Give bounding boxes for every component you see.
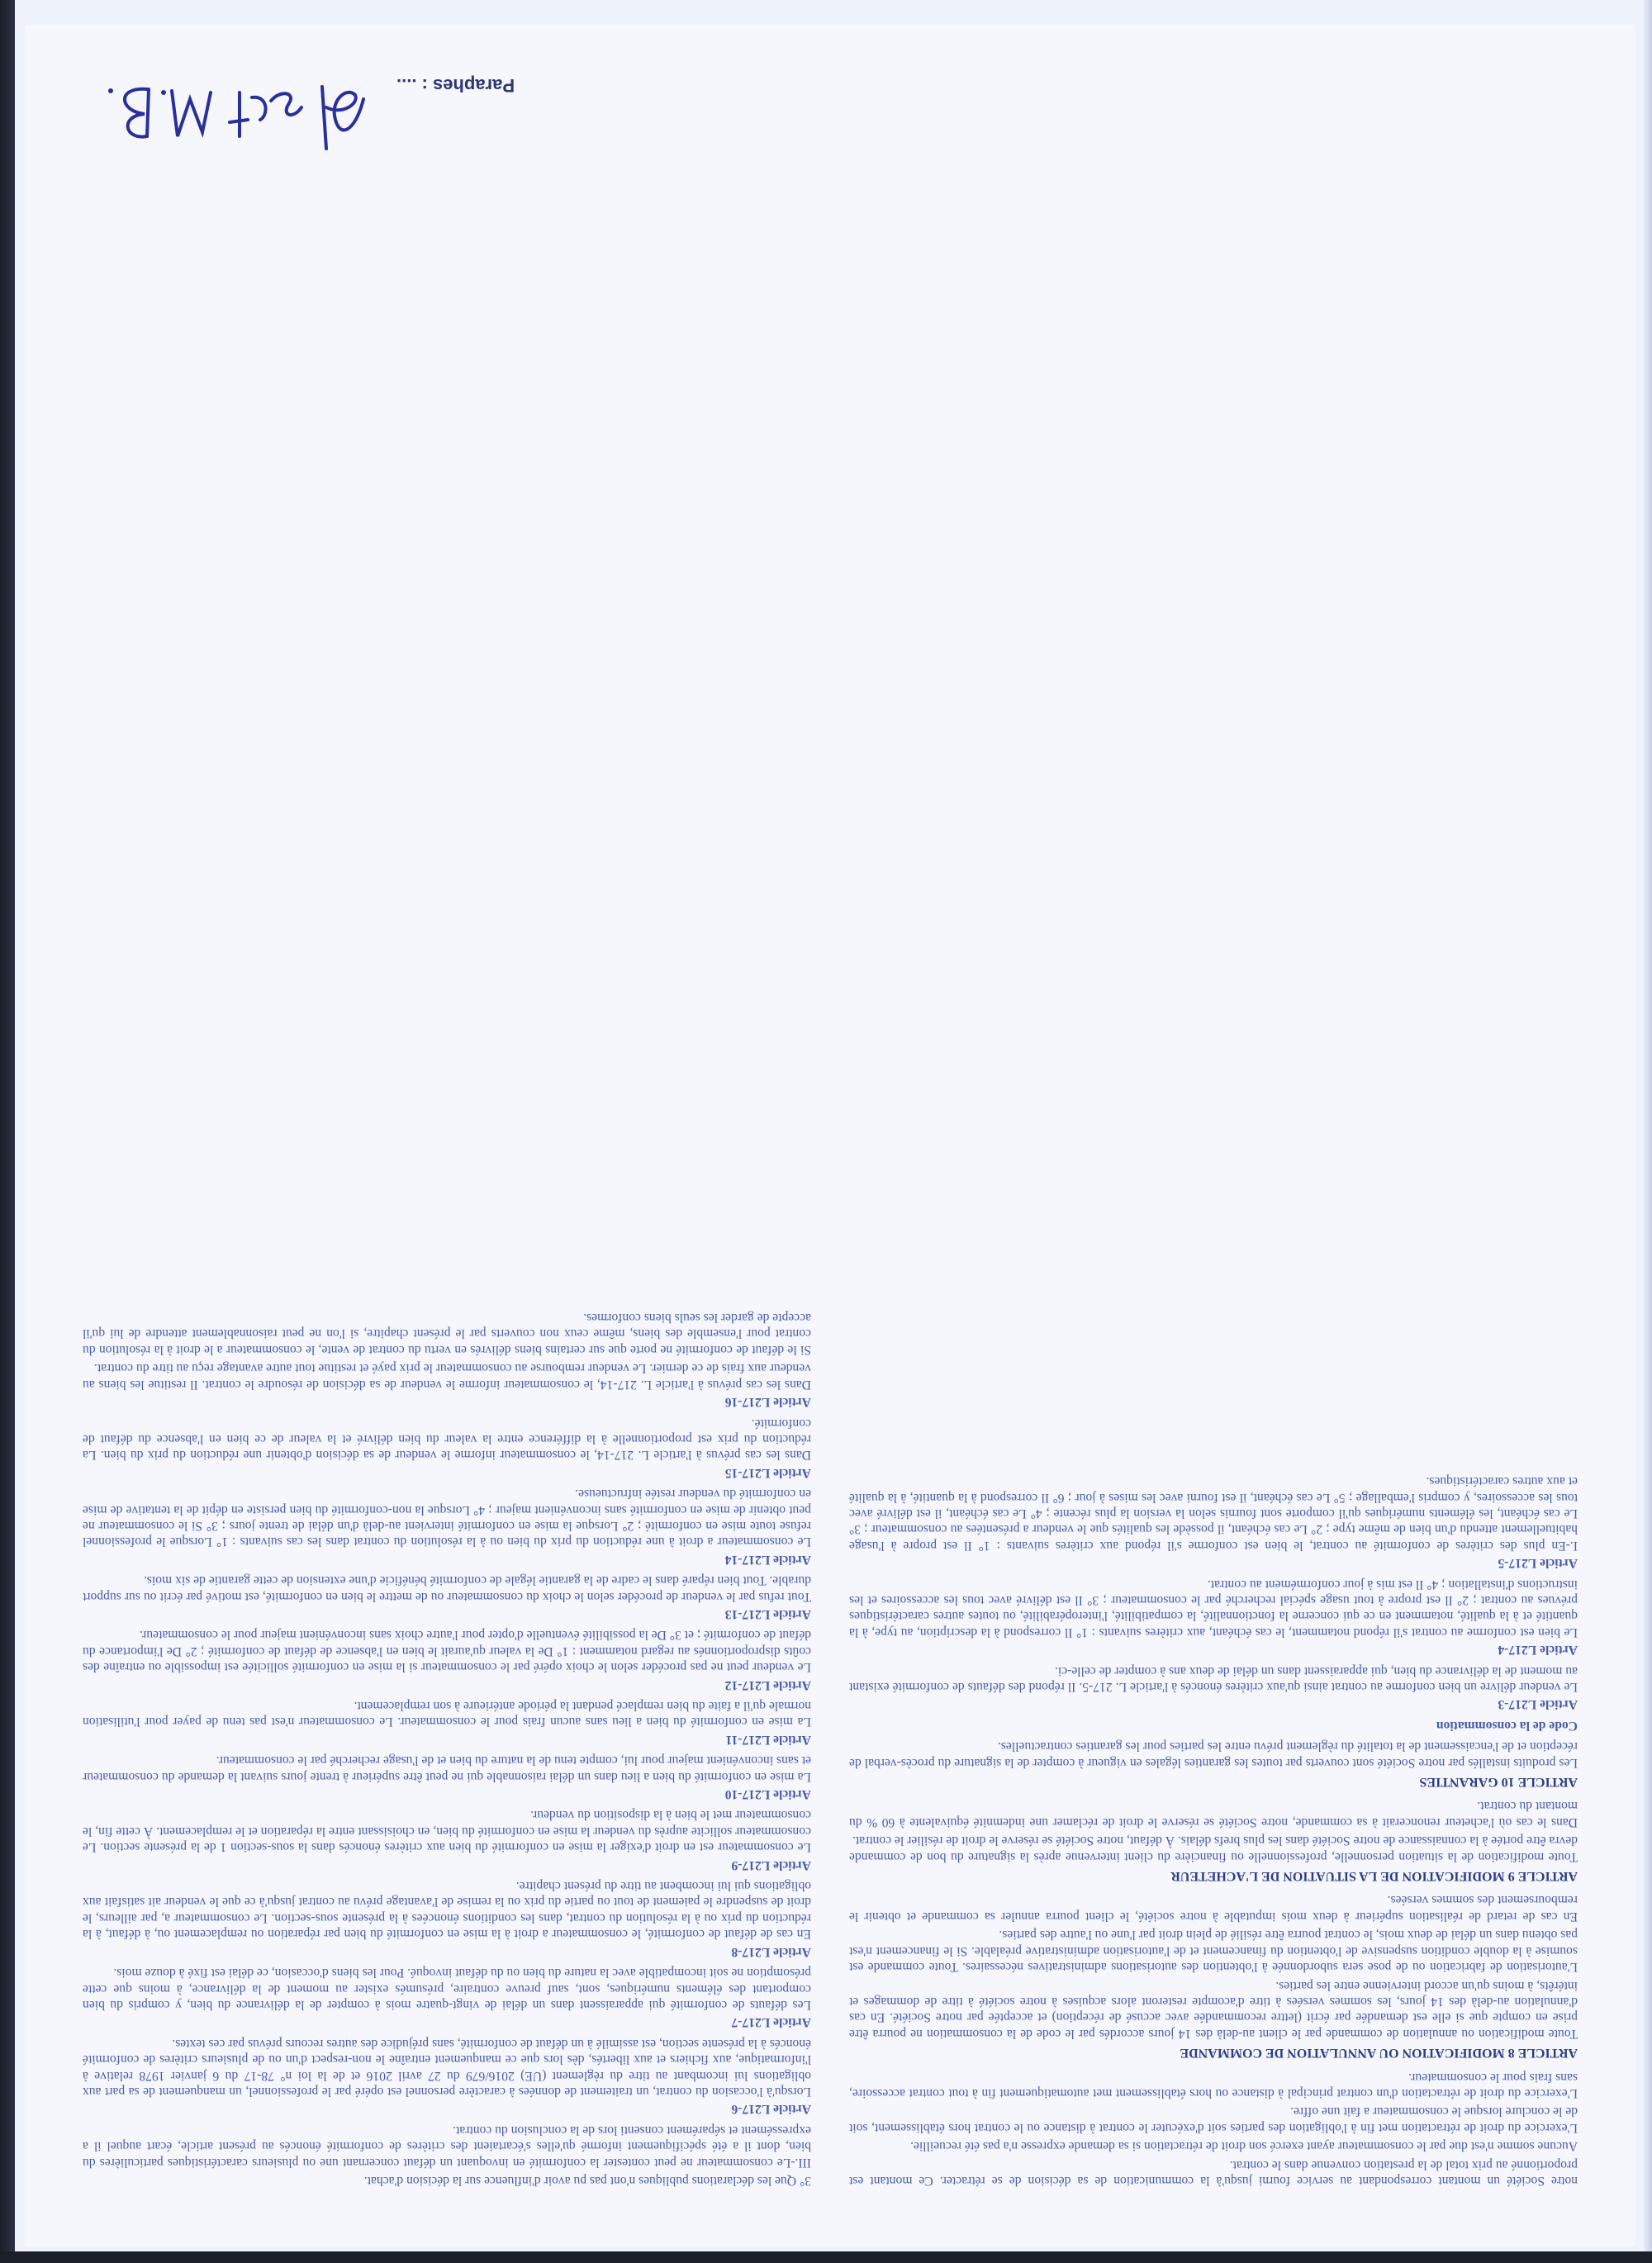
article-text: Le vendeur peut ne pas procéder selon le choix opéré par le consommateur si la mise en conformité sollicitée est impossible ou entraîne des coûts disproportionnés au regard notamment : 1° De la valeur qu'aurait le bien en l'absence de défaut de conformité ; 2° De l'importance du défaut de conformité ; et 3° De la possibilité éventuelle d'opter pour l'autre choix sans inconvénient majeur pour le consommateur. — [83, 1628, 811, 1675]
article-text: Dans les cas prévus à l'article L. 217-14, le consommateur informe le vendeur de sa décision de résoudre le contrat. Il restitue les biens au vendeur aux frais de ce dernier. Le vendeur rembourse au consommateur le prix payé et restitue tout autre avantage reçu au titre du contrat. — [83, 1361, 811, 1392]
paragraph: Toute modification ou annulation de commande par le client au-delà des 14 jours accordés par le code de la consommation ne pourra être prise en compte que si elle est demandée par écrit (lettre recommandée avec accusé de réception) et acceptée par notre Société. En cas d'annulation au-delà des 14 jours, les sommes versées à titre d'acompte resteront alors acquises à notre société à titre de dommages et intérêts, à moins qu'un accord intervienne entre les parties. — [849, 1978, 1578, 2041]
article-text: Tout refus par le vendeur de procéder selon le choix du consommateur ou de mettre le bien en conformité, est motivé par écrit ou sur support durable. Tout bien réparé dans le cadre de la garantie légale de conformité bénéficie d'une extension de cette garantie de six mois. — [83, 1573, 811, 1604]
paragraph: Dans le cas où l'acheteur renoncerait à sa commande, notre Société se réserve le droit de réclamer une indemnité équivalente à 60 % du montant du contrat. — [849, 1799, 1578, 1829]
paragraph: En cas de retard de réalisation supérieur à deux mois imputable à notre société, le client pourra annuler sa commande et obtenir le remboursement des sommes versées. — [849, 1893, 1578, 1924]
document-page — [25, 25, 1635, 2246]
article-text: La mise en conformité du bien a lieu sans aucun frais pour le consommateur. Le consommateur n'est pas tenu de payer pour l'utilisation normale qu'il a faite du bien remplacé pendant la période antérieure à son remplacement. — [83, 1699, 811, 1729]
article-label: Article L217-9 — [731, 1857, 811, 1872]
article-text: Dans les cas prévus à l'article L. 217-14, le consommateur informe le vendeur de sa décision d'obtenir une réduction du prix du bien. La réduction du prix est proportionnelle à la différence entre la valeur du bien délivré et la valeur de ce bien en l'absence du défaut de conformité. — [83, 1416, 811, 1463]
article-text: Les défauts de conformité qui apparaissent dans un délai de vingt-quatre mois à compter de la délivrance du bien, y compris du bien comportant des éléments numériques, sont, sauf preuve contraire, présumés exister au moment de la délivrance, à moins que cette présomption ne soit incompatible avec la nature du bien ou du défaut invoqué. Pour les biens d'occasion, ce délai est fixé à douze mois. — [83, 1966, 811, 2012]
article-10-title: ARTICLE 10 GARANTIES — [1419, 1775, 1578, 1790]
article-label: Article L217-7 — [731, 2015, 811, 2030]
article-label: Article L217-3 — [1498, 1697, 1578, 1712]
paragraph: notre Société un montant correspondant au service fourni jusqu'à la communication de sa décision de se rétracter. Ce montant est proportionné au prix total de la prestation convenue dans le contrat. — [849, 2157, 1578, 2188]
article-label: Article L217-14 — [724, 1552, 811, 1567]
article-text: Le consommateur est en droit d'exiger la mise en conformité du bien aux critères énoncés dans la sous-section 1 de la présente section. Le consommateur sollicite auprès du vendeur la mise en conformité du bien, en choisissant entre la réparation et le remplacement. À cette fin, le consommateur met le bien à la disposition du vendeur. — [83, 1808, 811, 1855]
article-label: Article L217-4 — [1498, 1643, 1578, 1658]
article-text: Le vendeur délivre un bien conforme au contrat ainsi qu'aux critères énoncés à l'article L. 217-5. Il répond des défauts de conformité existant au moment de la délivrance du bien, qui apparaissent dans un délai de deux ans à compter de celle-ci. — [849, 1663, 1578, 1695]
article-label: Article L217-8 — [731, 1944, 811, 1959]
article-label: Article L217-13 — [724, 1607, 811, 1621]
article-text: Le bien est conforme au contrat s'il répond notamment, le cas échéant, aux critères suivants : 1° Il correspond à la description, au type, à la quantité et à la qualité, notamment en ce qui concerne la fonctionnalité, la compatibilité, l'interopérabilité, ou toutes autres caractéristiques prévues au contrat ; 2° Il est propre à tout usage spécial recherché par le consommateur ; 3° Il est délivré avec tous les accessoires et les instructions d'installation ; 4° Il est mis à jour conformément au contrat. — [849, 1577, 1578, 1639]
article-label: Article L217-6 — [731, 2102, 811, 2117]
paragraph: Aucune somme n'est due par le consommateur ayant exercé son droit de rétractation si sa demande expresse n'a pas été recueillie. — [910, 2139, 1578, 2154]
paragraph: L'exercice du droit de rétractation d'un contrat principal à distance ou hors établissement met automatiquement fin à tout contrat accessoire, sans frais pour le consommateur. — [849, 2070, 1578, 2100]
paragraph: III.-Le consommateur ne peut contester la conformité en invoquant un défaut concernant une ou plusieurs caractéristiques particulières du bien, dont il a été spécifiquement informé qu'elles s'écartaient des critères de conformité énoncés au présent article, écart auquel il a expressément et séparément consenti lors de la conclusion du contrat. — [83, 2123, 811, 2170]
article-text: I.-En plus des critères de conformité au contrat, le bien est conforme s'il répond aux critères suivants : 1° Il est propre à l'usage habituellement attendu d'un bien de même type ; 2° Le cas échéant, il possède les qualités que le vendeur a présentées au consommateur ; 3° Le cas échéant, les éléments numériques qu'il comporte sont fournis selon la version la plus récente ; 4° Le cas échéant, il est délivré avec tous les accessoires, y compris l'emballage ; 5° Le cas échéant, il est fourni avec les mises à jour ; 6° Il correspond à la quantité, à la qualité et aux autres caractéristiques. — [849, 1474, 1578, 1553]
code-title: Code de la consommation — [1436, 1718, 1578, 1733]
photo-edge-right — [1644, 0, 1652, 2263]
photo-edge-left — [0, 0, 15, 2263]
closing-paragraph: Si le défaut de conformité ne porte que sur certains biens délivrés en vertu du contrat de vente, le consommateur a le droit à la résolution du contrat pour l'ensemble des biens, même ceux non couverts par le présent chapitre, si l'on ne peut raisonnablement attendre de lui qu'il accepte de garder les seuls biens conformes. — [83, 1311, 811, 1357]
article-label: Article L217-15 — [724, 1465, 811, 1480]
article-9-title: ARTICLE 9 MODIFICATION DE LA SITUATION DE L'ACHETEUR — [1170, 1869, 1578, 1884]
handwritten-signature — [99, 74, 372, 165]
article-label: Article L217-5 — [1498, 1556, 1578, 1571]
article-label: Article L217-16 — [724, 1395, 811, 1410]
paragraph: L'autorisation de fabrication ou de pose sera subordonnée à l'obtention des autorisations administratives nécessaires. Toute commande est soumise à la double condition suspensive de l'obtention du financement et de l'autorisation administrative préalable. Si le financement n'est pas obtenu dans un délai de deux mois, le contrat pourra être résilié de plein droit par l'une ou l'autre des parties. — [849, 1928, 1578, 1975]
article-text: La mise en conformité du bien a lieu dans un délai raisonnable qui ne peut être supérieur à trente jours suivant la demande du consommateur et sans inconvénient majeur pour lui, compte tenu de la nature du bien et de l'usage recherché par le consommateur. — [83, 1753, 811, 1784]
article-label: Article L217-11 — [725, 1732, 811, 1747]
article-label: Article L217-12 — [724, 1677, 811, 1692]
article-label: Article L217-10 — [724, 1787, 811, 1802]
paraphes-label: Paraphes : .... — [396, 75, 515, 96]
paragraph: 3° Que les déclarations publiques n'ont pas pu avoir d'influence sur la décision d'achat. — [363, 2174, 811, 2188]
paragraph: Toute modification de la situation personnelle, professionnelle ou financière du client intervenue après la signature du bon de commande devra être portée à la connaissance de notre Société dans les plus brefs délais. À défaut, notre Société se réserve le droit de résilier le contrat. — [849, 1834, 1578, 1864]
paragraph: L'exercice du droit de rétractation met fin à l'obligation des parties soit d'exécuter le contrat à distance ou le contrat hors établissement, soit de le conclure lorsque le consommateur a fait une offre. — [849, 2104, 1578, 2135]
page-footer — [99, 74, 515, 165]
paragraph: Les produits installés par notre Société sont couverts par toutes les garanties légales en vigueur à compter de la signature du procès-verbal de réception et de l'encaissement de la totalité du règlement prévu entre les parties pour les garanties contractuelles. — [849, 1739, 1578, 1770]
article-text: Le consommateur a droit à une réduction du prix du bien ou à la résolution du contrat dans les cas suivants : 1° Lorsque le professionnel refuse toute mise en conformité ; 2° Lorsque la mise en conformité intervient au-delà d'un délai de trente jours ; 3° Si le consommateur ne peut obtenir de mise en conformité sans inconvénient majeur ; 4° Lorsque la non-conformité du bien persiste en dépit de la tentative de mise en conformité du vendeur restée infructueuse. — [83, 1487, 811, 1549]
article-text: En cas de défaut de conformité, le consommateur a droit à la mise en conformité du bien par réparation ou remplacement ou, à défaut, à la réduction du prix ou à la résolution du contrat, dans les conditions énoncées à la présente sous-section. Le consommateur a, par ailleurs, le droit de suspendre le paiement de tout ou partie du prix ou la remise de l'avantage prévu au contrat jusqu'à ce que le vendeur ait satisfait aux obligations qui lui incombent au titre du présent chapitre. — [83, 1879, 811, 1942]
right-column — [83, 74, 811, 2189]
article-8-title: ARTICLE 8 MODIFICATION OU ANNULATION DE COMMANDE — [1180, 2046, 1578, 2061]
article-text: Lorsqu'à l'occasion du contrat, un traitement de données à caractère personnel est opéré par le professionnel, un manquement de sa part aux obligations lui incombant au titre du règlement (UE) 2016/679 du 27 avril 2016 et de la loi n° 78-17 du 6 janvier 1978 relative à l'informatique, aux fichiers et aux libertés, dès lors que ce manquement entraîne le non-respect d'un ou de plusieurs critères de conformité énoncés à la présente section, est assimilé à un défaut de conformité, sans préjudice des autres recours prévus par ces textes. — [83, 2036, 811, 2099]
photo-edge-bottom — [0, 2251, 1652, 2263]
left-column — [849, 74, 1578, 2189]
